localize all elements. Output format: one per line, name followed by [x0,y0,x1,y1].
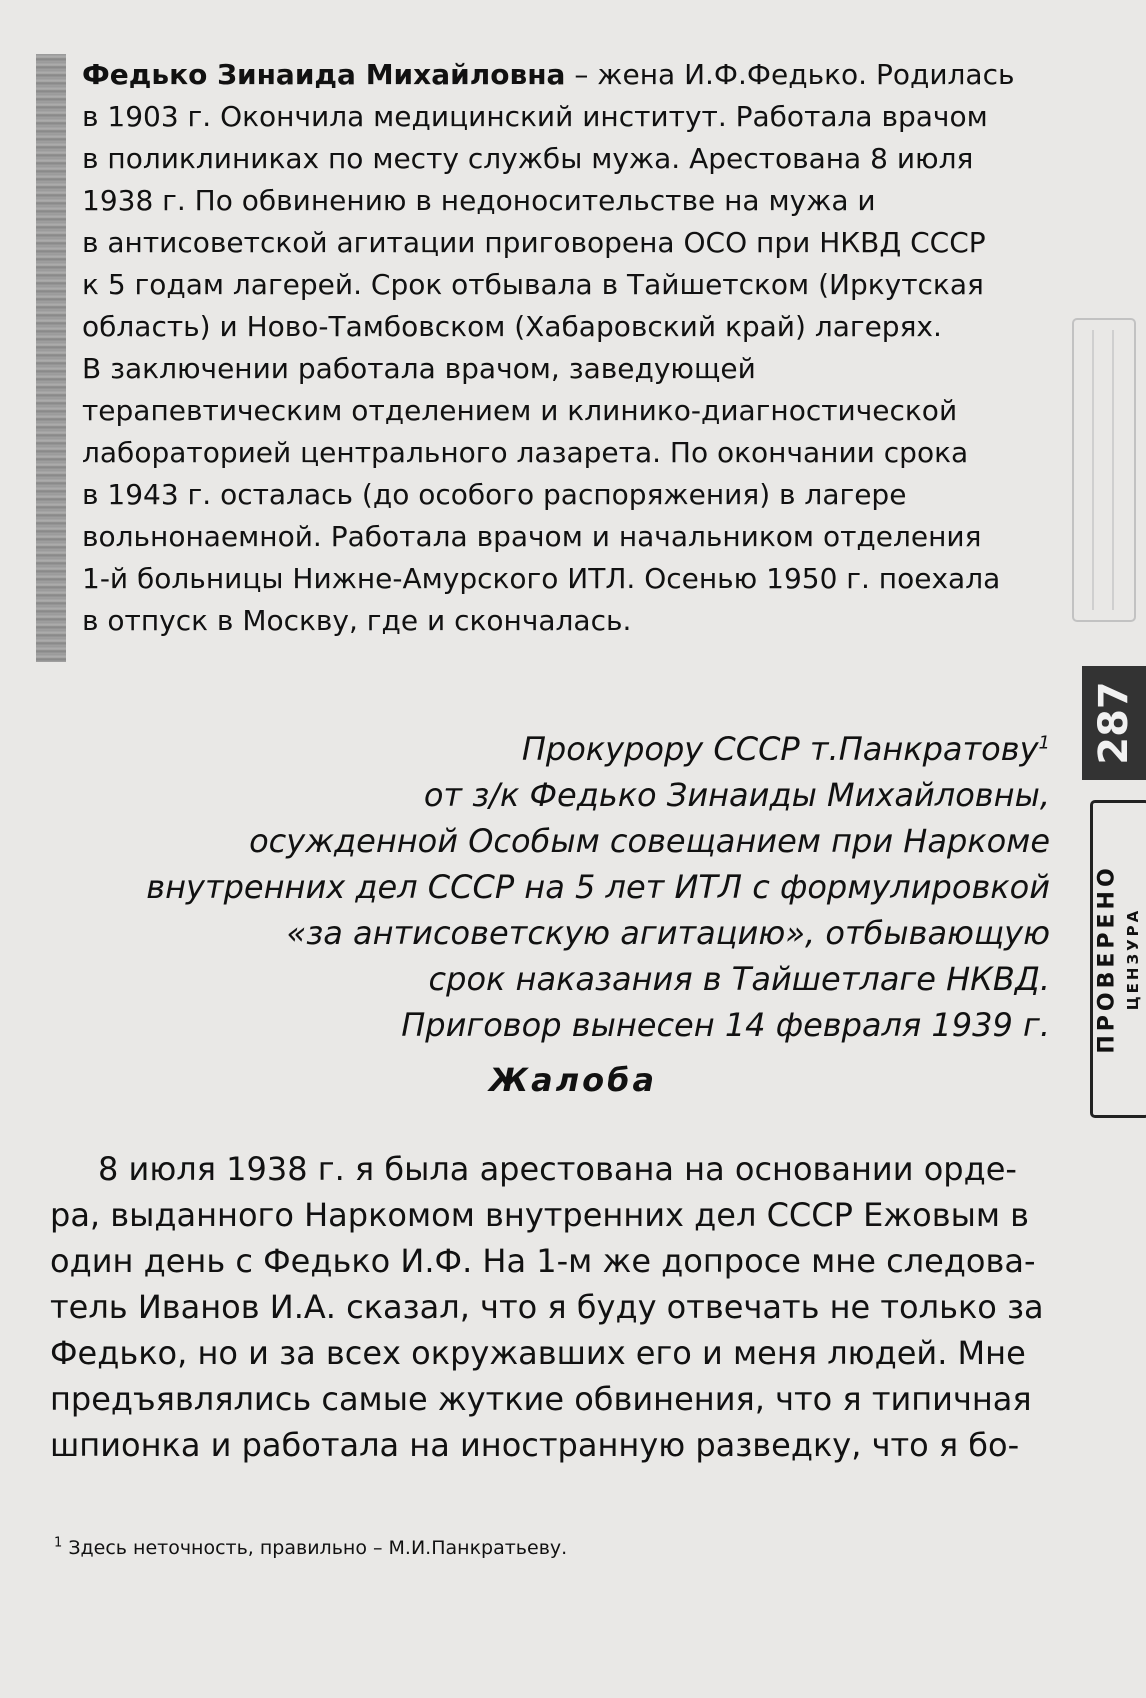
censorship-stamp [1090,800,1146,1118]
bio-line: в поликлиниках по месту службы мужа. Арестована 8 июля [82,142,974,175]
bio-line: вольнонаемной. Работала врачом и начальником отделения [82,520,982,553]
bio-line: 1938 г. По обвинению в недоносительстве на мужа и [82,184,876,217]
body-line: шпионка и работала на иностранную разведку, что я бо- [50,1426,1020,1464]
bio-block [82,54,1042,642]
bio-line [82,54,1042,96]
address-recipient: Прокурору СССР т.Панкратову [521,730,1039,768]
faint-stamp-outline [1072,318,1136,622]
faint-stamp-line [1092,330,1094,610]
bio-sidebar-stripe [36,54,66,662]
body-line: Федько, но и за всех окружавших его и меня людей. Мне [50,1334,1026,1372]
complaint-body [50,1146,1070,1468]
bio-line: 1-й больницы Нижне-Амурского ИТЛ. Осенью 1950 г. поехала [82,562,1001,595]
body-line: ра, выданного Наркомом внутренних дел СССР Ежовым в [50,1196,1029,1234]
bio-line: в 1903 г. Окончила медицинский институт. Работала врачом [82,100,988,133]
address-line [70,726,1050,772]
bio-line: в антисоветской агитации приговорена ОСО при НКВД СССР [82,226,986,259]
footnote-text: Здесь неточность, правильно – М.И.Панкратьеву. [68,1537,568,1559]
bio-line: в 1943 г. осталась (до особого распоряжения) в лагере [82,478,907,511]
bio-line-text: – жена И.Ф.Федько. Родилась [565,58,1015,91]
bio-line: в отпуск в Москву, где и скончалась. [82,604,632,637]
address-line: от з/к Федько Зинаиды Михайловны, [423,776,1050,814]
body-line: предъявлялись самые жуткие обвинения, что я типичная [50,1380,1032,1418]
address-line: Приговор вынесен 14 февраля 1939 г. [401,1006,1050,1044]
footnote [54,1535,567,1561]
address-line: срок наказания в Тайшетлаге НКВД. [428,960,1050,998]
faint-stamp-line [1112,330,1114,610]
bio-line: терапевтическим отделением и клинико-диагностической [82,394,958,427]
stamp-text-checked: ПРОВЕРЕНО [1094,864,1120,1054]
letter-address-block [70,726,1050,1048]
address-line: «за антисоветскую агитацию», отбывающую [286,914,1050,952]
stamp-text-censorship: ЦЕНЗУРА [1124,907,1142,1011]
bio-line: В заключении работала врачом, заведующей [82,352,756,385]
page-number: 287 [1091,681,1137,765]
complaint-heading: Жалоба [488,1061,658,1099]
body-line: один день с Федько И.Ф. На 1-м же допросе мне следова- [50,1242,1036,1280]
bio-line: область) и Ново-Тамбовском (Хабаровский край) лагерях. [82,310,942,343]
bio-line: лабораторией центрального лазарета. По окончании срока [82,436,969,469]
footnote-marker: 1 [1038,732,1050,754]
body-line: тель Иванов И.А. сказал, что я буду отвечать не только за [50,1288,1044,1326]
address-line: внутренних дел СССР на 5 лет ИТЛ с формулировкой [146,868,1050,906]
page-number-tab [1082,666,1146,780]
footnote-number: 1 [54,1535,63,1551]
bio-name: Федько Зинаида Михайловна [82,58,566,91]
body-line: 8 июля 1938 г. я была арестована на основании орде- [98,1150,1017,1188]
address-line: осужденной Особым совещанием при Наркоме [249,822,1050,860]
bio-line: к 5 годам лагерей. Срок отбывала в Тайшетском (Иркутская [82,268,984,301]
